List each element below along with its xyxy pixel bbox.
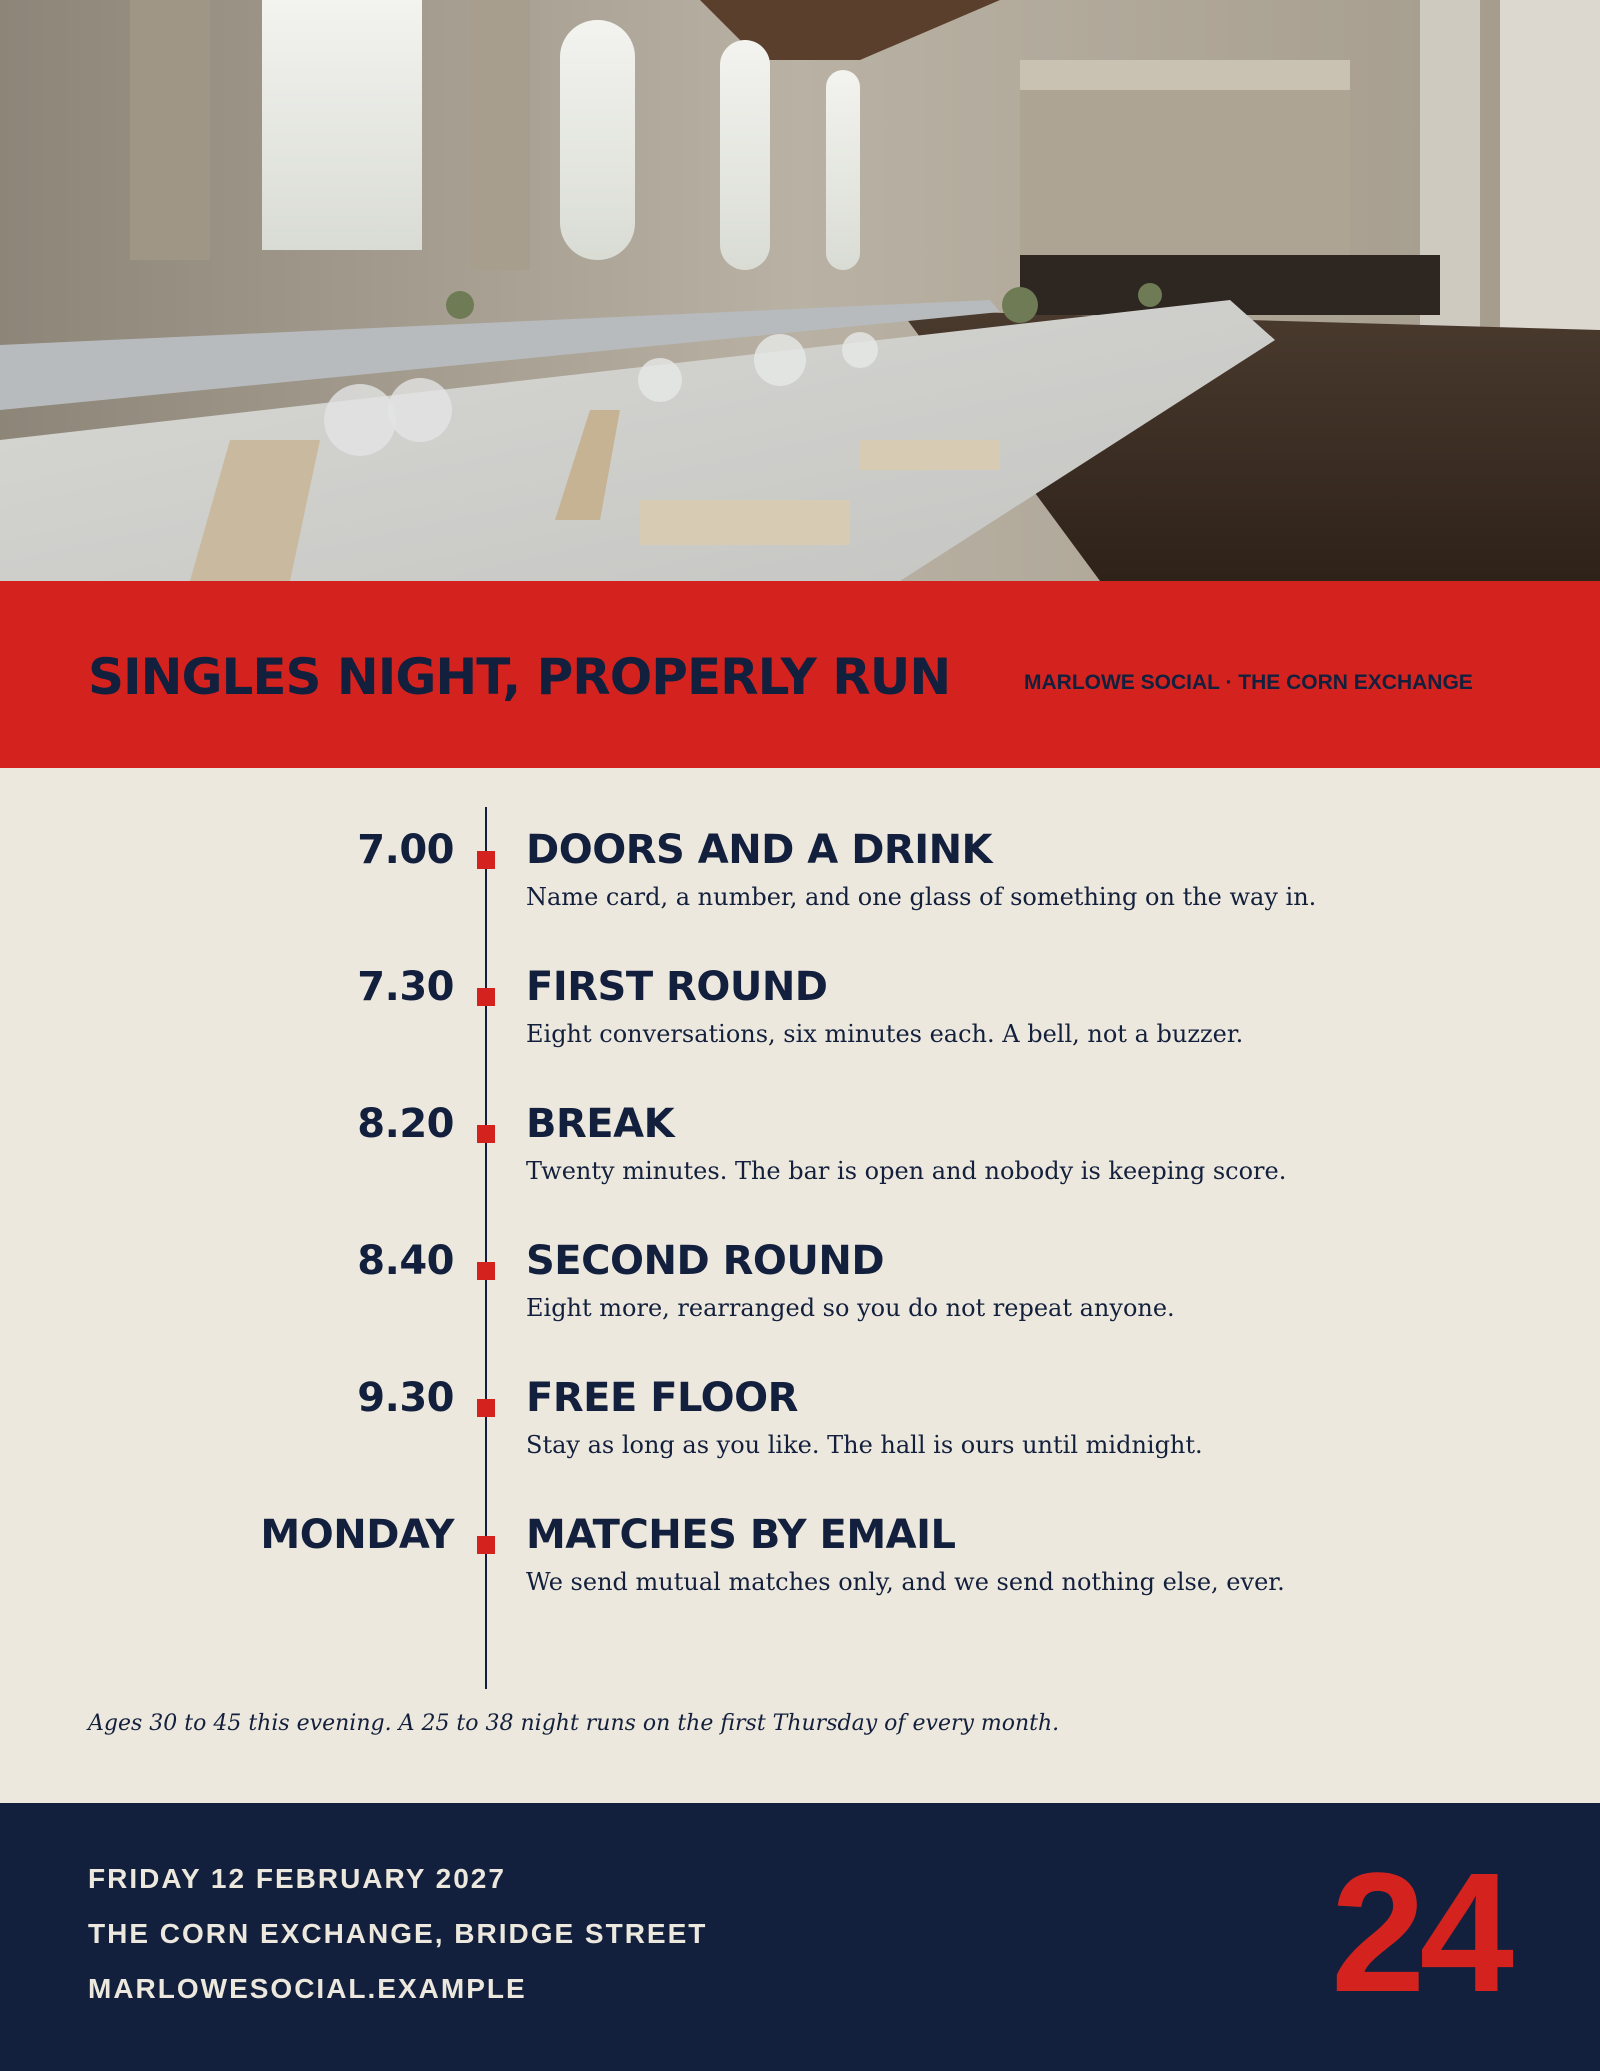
- schedule-time: 8.20: [357, 1101, 454, 1147]
- schedule-time: 7.00: [357, 827, 454, 873]
- schedule-title: FIRST ROUND: [526, 964, 828, 1010]
- schedule-description: Name card, a number, and one glass of something on the way in.: [526, 883, 1317, 911]
- footer-website[interactable]: MARLOWESOCIAL.EXAMPLE: [88, 1973, 527, 2004]
- hero-illustration: [0, 0, 1600, 581]
- schedule-time: 9.30: [357, 1375, 454, 1421]
- schedule-title: MATCHES BY EMAIL: [526, 1512, 956, 1558]
- schedule-item: [0, 1512, 1600, 1642]
- schedule-title: FREE FLOOR: [526, 1375, 798, 1421]
- timeline-marker: [477, 1399, 495, 1417]
- schedule-description: Eight more, rearranged so you do not repeat anyone.: [526, 1294, 1175, 1322]
- schedule-title: BREAK: [526, 1101, 675, 1147]
- schedule-time: MONDAY: [260, 1512, 454, 1558]
- issue-number: 24: [1330, 1838, 1508, 2028]
- schedule-description: We send mutual matches only, and we send nothing else, ever.: [526, 1568, 1285, 1596]
- timeline-marker: [477, 1125, 495, 1143]
- schedule-title: SECOND ROUND: [526, 1238, 885, 1284]
- timeline-marker: [477, 988, 495, 1006]
- timeline-marker: [477, 851, 495, 869]
- schedule-item: [0, 1375, 1600, 1505]
- schedule-title: DOORS AND A DRINK: [526, 827, 993, 873]
- footer-venue: THE CORN EXCHANGE, BRIDGE STREET: [88, 1918, 708, 1949]
- footer-date: FRIDAY 12 FEBRUARY 2027: [88, 1863, 506, 1894]
- age-note: Ages 30 to 45 this evening. A 25 to 38 night runs on the first Thursday of every month.: [88, 1711, 1060, 1736]
- schedule-item: [0, 1238, 1600, 1368]
- schedule-description: Eight conversations, six minutes each. A bell, not a buzzer.: [526, 1020, 1244, 1048]
- event-subtitle: MARLOWE SOCIAL · THE CORN EXCHANGE: [1024, 671, 1473, 694]
- schedule-description: Twenty minutes. The bar is open and nobody is keeping score.: [526, 1157, 1287, 1185]
- schedule-description: Stay as long as you like. The hall is ours until midnight.: [526, 1431, 1203, 1459]
- hero-photo-banquet-hall: [0, 0, 1600, 581]
- timeline-marker: [477, 1536, 495, 1554]
- schedule-item: [0, 964, 1600, 1094]
- schedule-time: 7.30: [357, 964, 454, 1010]
- schedule-time: 8.40: [357, 1238, 454, 1284]
- event-title: SINGLES NIGHT, PROPERLY RUN: [88, 648, 951, 706]
- timeline-marker: [477, 1262, 495, 1280]
- schedule-item: [0, 1101, 1600, 1231]
- schedule-item: [0, 827, 1600, 957]
